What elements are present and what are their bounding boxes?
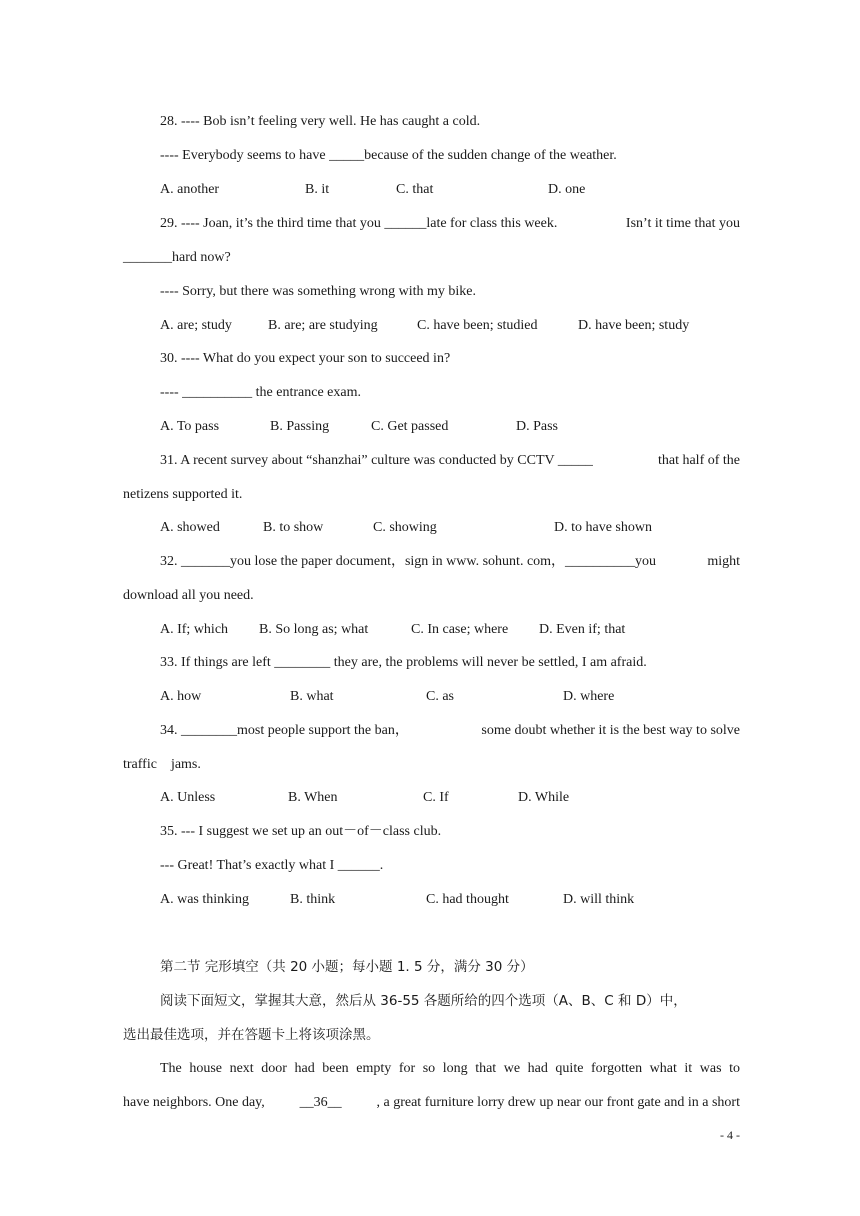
q34-line1-part2: some doubt whether it is the best way to solve [481,723,740,738]
q33-option-b: B. what [290,689,334,704]
q31-option-a: A. showed [160,520,220,535]
q33-option-c: C. as [426,689,454,704]
q30-option-d: D. Pass [516,419,559,434]
q29-option-c: C. have been; studied [417,318,538,333]
q29-line3: ---- Sorry, but there was something wrong with my bike. [160,284,476,299]
q30-line1: 30. ---- What do you expect your son to succeed in? [160,351,451,366]
section2-title: 第二节 完形填空（共 20 小题；每小题 1. 5 分，满分 30 分） [160,959,534,975]
q31-option-b: B. to show [263,520,324,535]
q29-line2: _______hard now? [123,250,231,265]
q30-option-a: A. To pass [160,419,220,434]
q29-line1-part1: 29. ---- Joan, it’s the third time that you ______late for class this week. [160,216,558,231]
q34-option-a: A. Unless [160,790,216,805]
q30-line2: ---- __________ the entrance exam. [160,385,361,400]
q33-line1: 33. If things are left ________ they are, the problems will never be settled, I am afraid. [160,655,647,670]
q32-option-a: A. If; which [160,622,229,637]
q28-line1: 28. ---- Bob isn’t feeling very well. He has caught a cold. [160,114,481,129]
passage-line2 [123,1093,740,1113]
q29-line1 [160,214,740,234]
q31-option-d: D. to have shown [554,520,652,535]
section2-instruction-line1: 阅读下面短文，掌握其大意，然后从 36-55 各题所给的四个选项（A、B、C 和 D）中， [160,993,687,1009]
q29-option-d: D. have been; study [578,318,690,333]
q32-option-c: C. In case; where [411,622,509,637]
q28-option-a: A. another [160,182,220,197]
q29-line1-part2: Isn’t it time that you [625,216,740,231]
q31-line2: netizens supported it. [123,487,243,502]
q31-line1 [160,451,740,471]
q34-option-b: B. When [288,790,338,805]
page-number: - 4 - [720,1128,740,1142]
q34-line2: traffic jams. [123,757,201,772]
q32-line2: download all you need. [123,588,254,603]
q35-option-d: D. will think [563,892,635,907]
q35-line2: --- Great! That’s exactly what I ______. [160,858,384,873]
q32-line1 [160,552,740,572]
q35-option-a: A. was thinking [160,892,250,907]
q32-option-d: D. Even if; that [539,622,626,637]
q28-option-c: C. that [396,182,434,197]
q34-line1 [160,721,740,741]
q34-option-c: C. If [423,790,449,805]
q28-option-b: B. it [305,182,330,197]
passage-line1: The house next door had been empty for so long that we had quite forgotten what it was to [160,1061,740,1076]
q32-option-b: B. So long as; what [259,622,369,637]
q30-option-b: B. Passing [270,419,330,434]
section2-instruction-line2: 选出最佳选项，并在答题卡上将该项涂黑。 [123,1027,380,1043]
q31-option-c: C. showing [373,520,437,535]
q35-option-b: B. think [290,892,336,907]
passage-line2-part2: , a great furniture lorry drew up near our front gate and in a short [376,1095,740,1110]
blank-36: __36__ [299,1095,342,1110]
q32-line1-part2: might [707,554,740,569]
q33-option-d: D. where [563,689,615,704]
q29-option-a: A. are; study [160,318,232,333]
q35-option-c: C. had thought [426,892,509,907]
q31-line1-part2: that half of the [657,453,740,468]
q35-line1: 35. --- I suggest we set up an out－of－class club. [160,824,442,839]
q30-option-c: C. Get passed [371,419,449,434]
q28-line2: ---- Everybody seems to have _____because of the sudden change of the weather. [160,148,617,163]
q32-line1-part1: 32. _______you lose the paper document，sign in www. sohunt. com，__________you [160,554,657,569]
q33-option-a: A. how [160,689,202,704]
q28-option-d: D. one [548,182,586,197]
q34-line1-part1: 34. ________most people support the ban， [160,723,409,738]
q31-line1-part1: 31. A recent survey about “shanzhai” culture was conducted by CCTV _____ [160,453,593,468]
q34-option-d: D. While [518,790,570,805]
q29-option-b: B. are; are studying [268,318,378,333]
passage-line2-part1: have neighbors. One day, [123,1095,265,1110]
